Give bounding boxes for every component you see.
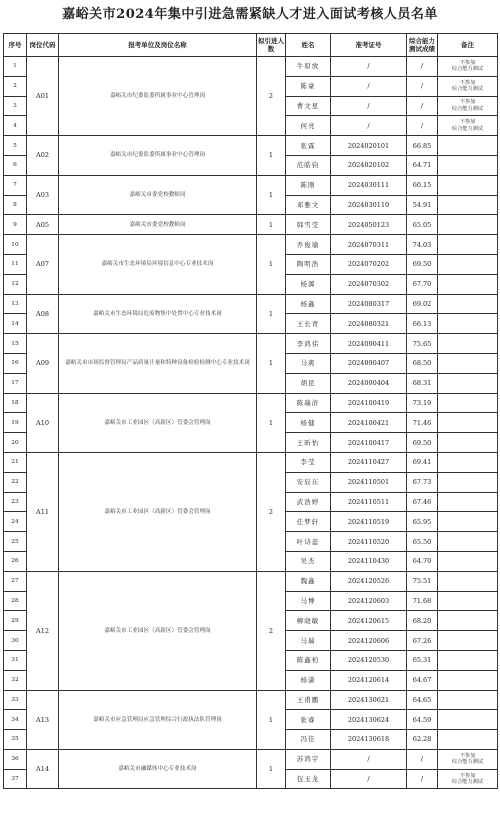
cell-name: 韩雪莹 [286,215,331,235]
cell-name: 范皓钧 [286,155,331,175]
cell-name: 包玉龙 [286,769,331,789]
cell-exam-no: / [331,116,407,136]
cell-seq: 4 [4,116,27,136]
table-row [4,235,498,255]
cell-note [438,690,498,710]
cell-name: 马博 [286,591,331,611]
cell-exam-no: 2024090407 [331,353,407,373]
cell-post-code: A12 [27,571,59,690]
cell-name: 冯佳 [286,730,331,750]
cell-note: 不参加 综合能力测试 [438,749,498,769]
cell-name: 叶诗蕊 [286,532,331,552]
cell-score: / [407,96,438,116]
cell-exam-no: 2024120526 [331,571,407,591]
cell-seq: 26 [4,551,27,571]
table-row [4,175,498,195]
cell-exam-no: 2024030110 [331,195,407,215]
cell-count: 1 [257,393,286,452]
cell-score: 69.50 [407,254,438,274]
cell-exam-no: 2024020101 [331,136,407,156]
cell-post-code: A13 [27,690,59,749]
cell-name: 魏鑫 [286,571,331,591]
cell-seq: 3 [4,96,27,116]
table-row [4,57,498,77]
cell-seq: 14 [4,314,27,334]
cell-exam-no: 2024130621 [331,690,407,710]
cell-score: 60.15 [407,175,438,195]
cell-score: 64.71 [407,155,438,175]
cell-note [438,433,498,453]
cell-name: 胡昆 [286,373,331,393]
cell-score: 68.31 [407,373,438,393]
cell-exam-no: 2024080321 [331,314,407,334]
cell-name: 邓雅文 [286,195,331,215]
cell-count: 1 [257,215,286,235]
cell-exam-no: / [331,96,407,116]
cell-exam-no: / [331,749,407,769]
cell-exam-no: 2024020102 [331,155,407,175]
candidate-table [3,33,498,789]
table-row [4,571,498,591]
cell-note: 不参加 综合能力测试 [438,116,498,136]
cell-exam-no: 2024070302 [331,274,407,294]
cell-note [438,413,498,433]
cell-exam-no: 2024120530 [331,650,407,670]
cell-seq: 29 [4,611,27,631]
cell-count: 1 [257,749,286,789]
cell-score: 65.31 [407,650,438,670]
cell-note [438,136,498,156]
cell-seq: 18 [4,393,27,413]
cell-exam-no: 2024130618 [331,730,407,750]
cell-name: 杨健 [286,413,331,433]
cell-seq: 24 [4,512,27,532]
cell-name: 杨潇 [286,670,331,690]
cell-seq: 5 [4,136,27,156]
cell-exam-no: 2024070311 [331,235,407,255]
cell-name: 柳晓敏 [286,611,331,631]
cell-score: 68.50 [407,353,438,373]
cell-seq: 16 [4,353,27,373]
header-unit: 报考单位及岗位名称 [59,34,257,57]
cell-seq: 7 [4,175,27,195]
cell-note [438,294,498,314]
cell-exam-no: / [331,76,407,96]
cell-note [438,393,498,413]
cell-note [438,591,498,611]
cell-seq: 25 [4,532,27,552]
cell-score: 68.20 [407,611,438,631]
cell-exam-no: 2024110511 [331,492,407,512]
cell-unit: 嘉峪关市纪委监委所属事业中心管理岗 [59,57,257,136]
cell-note [438,334,498,354]
cell-unit: 嘉峪关市市场监督管理局产品质量计量和特种设备检验检测中心专业技术岗 [59,334,257,393]
cell-note [438,472,498,492]
cell-count: 1 [257,175,286,215]
cell-seq: 37 [4,769,27,789]
cell-unit: 嘉峪关市工业园区（高新区）管委会管理岗 [59,452,257,571]
cell-unit: 嘉峪关市工业园区（高新区）管委会管理岗 [59,571,257,690]
cell-seq: 30 [4,631,27,651]
cell-exam-no: 2024070202 [331,254,407,274]
cell-score: 69.02 [407,294,438,314]
cell-exam-no: 2024100419 [331,393,407,413]
cell-name: 曹文星 [286,96,331,116]
cell-note [438,611,498,631]
cell-exam-no: 2024120615 [331,611,407,631]
cell-score: / [407,57,438,77]
cell-name: 王甫鹏 [286,690,331,710]
cell-score: / [407,749,438,769]
cell-count: 1 [257,235,286,294]
cell-score: 67.73 [407,472,438,492]
cell-exam-no: / [331,769,407,789]
cell-score: 64.67 [407,670,438,690]
cell-note [438,254,498,274]
cell-exam-no: 2024120603 [331,591,407,611]
cell-seq: 1 [4,57,27,77]
cell-note [438,353,498,373]
cell-exam-no: 2024110427 [331,452,407,472]
cell-unit: 嘉峪关市工业园区（高新区）管委会管理岗 [59,393,257,452]
cell-note [438,235,498,255]
cell-name: 苏鸿宇 [286,749,331,769]
cell-score: 75.51 [407,571,438,591]
cell-score: 65.95 [407,512,438,532]
cell-exam-no: 2024100421 [331,413,407,433]
cell-note [438,452,498,472]
cell-name: 张睿 [286,710,331,730]
cell-exam-no: / [331,57,407,77]
cell-seq: 6 [4,155,27,175]
cell-name: 马瑞 [286,631,331,651]
cell-name: 乔俊瑜 [286,235,331,255]
cell-score: 75.65 [407,334,438,354]
cell-name: 杨源 [286,274,331,294]
cell-score: 67.70 [407,274,438,294]
cell-seq: 17 [4,373,27,393]
cell-unit: 嘉峪关市生态环境局危废物集中处置中心专业技术岗 [59,294,257,334]
page-title: 嘉峪关市2024年集中引进急需紧缺人才进入面试考核人员名单 [62,7,438,22]
cell-seq: 8 [4,195,27,215]
cell-note [438,730,498,750]
cell-name: 陶明浩 [286,254,331,274]
cell-score: 65.50 [407,532,438,552]
table-row [4,690,498,710]
cell-post-code: A08 [27,294,59,334]
cell-name: 张霖 [286,136,331,156]
cell-count: 2 [257,452,286,571]
header-name: 姓名 [286,34,331,57]
cell-count: 1 [257,334,286,393]
cell-note [438,314,498,334]
cell-note [438,551,498,571]
cell-exam-no: 2024110519 [331,512,407,532]
cell-note [438,175,498,195]
header-seq: 序号 [4,34,27,57]
cell-note [438,215,498,235]
cell-seq: 13 [4,294,27,314]
cell-name: 牛原放 [286,57,331,77]
cell-seq: 2 [4,76,27,96]
table-body [4,57,498,789]
table-row [4,334,498,354]
cell-score: 74.03 [407,235,438,255]
cell-exam-no: 2024110520 [331,532,407,552]
cell-note [438,195,498,215]
cell-score: 66.13 [407,314,438,334]
header-row [4,34,498,57]
cell-count: 1 [257,690,286,749]
cell-post-code: A07 [27,235,59,294]
cell-note: 不参加 综合能力测试 [438,769,498,789]
cell-post-code: A01 [27,57,59,136]
header-note: 备注 [438,34,498,57]
cell-note [438,274,498,294]
cell-post-code: A11 [27,452,59,571]
cell-exam-no: 2024110501 [331,472,407,492]
cell-score: 64.59 [407,710,438,730]
cell-score: 54.91 [407,195,438,215]
cell-score: 71.46 [407,413,438,433]
cell-note [438,650,498,670]
table-row [4,215,498,235]
cell-score: 67.46 [407,492,438,512]
cell-count: 1 [257,136,286,176]
cell-note [438,155,498,175]
cell-note [438,631,498,651]
cell-name: 陈鑫柏 [286,650,331,670]
cell-post-code: A02 [27,136,59,176]
cell-name: 杨鑫 [286,294,331,314]
cell-count: 2 [257,57,286,136]
cell-seq: 35 [4,730,27,750]
cell-exam-no: 2024110430 [331,551,407,571]
cell-note [438,512,498,532]
cell-seq: 31 [4,650,27,670]
cell-score: 69.50 [407,433,438,453]
header-post-code: 岗位代码 [27,34,59,57]
cell-seq: 19 [4,413,27,433]
cell-exam-no: 2024120614 [331,670,407,690]
cell-exam-no: 2024100417 [331,433,407,453]
cell-note [438,710,498,730]
cell-name: 安辰东 [286,472,331,492]
cell-seq: 23 [4,492,27,512]
cell-note: 不参加 综合能力测试 [438,57,498,77]
cell-score: 66.85 [407,136,438,156]
cell-score: / [407,116,438,136]
cell-seq: 15 [4,334,27,354]
cell-seq: 11 [4,254,27,274]
cell-name: 李鸿伟 [286,334,331,354]
cell-score: 64.65 [407,690,438,710]
cell-count: 1 [257,294,286,334]
cell-score: 73.19 [407,393,438,413]
cell-seq: 10 [4,235,27,255]
header-count: 拟引进人数 [257,34,286,57]
cell-seq: 32 [4,670,27,690]
cell-note [438,670,498,690]
cell-name: 何亮 [286,116,331,136]
cell-unit: 嘉峪关市纪委监委所属事业中心管理岗 [59,136,257,176]
cell-name: 陈刚 [286,175,331,195]
cell-count: 2 [257,571,286,690]
cell-name: 武浩婷 [286,492,331,512]
cell-note [438,571,498,591]
cell-unit: 嘉峪关市委党校教师岗 [59,215,257,235]
cell-score: 64.70 [407,551,438,571]
cell-seq: 36 [4,749,27,769]
cell-seq: 33 [4,690,27,710]
cell-exam-no: 2024030111 [331,175,407,195]
cell-name: 吴杰 [286,551,331,571]
cell-name: 陈瑞浒 [286,393,331,413]
table-row [4,452,498,472]
header-score: 综合能力测试成绩 [407,34,438,57]
cell-note [438,532,498,552]
cell-unit: 嘉峪关市生态环境局环境信息中心专业技术岗 [59,235,257,294]
cell-score: / [407,76,438,96]
cell-exam-no: 2024130624 [331,710,407,730]
table-row [4,136,498,156]
cell-post-code: A09 [27,334,59,393]
cell-exam-no: 2024120606 [331,631,407,651]
cell-note: 不参加 综合能力测试 [438,76,498,96]
cell-post-code: A03 [27,175,59,215]
table-row [4,294,498,314]
cell-score: / [407,769,438,789]
table-row [4,749,498,769]
cell-unit: 嘉峪关市委党校教师岗 [59,175,257,215]
cell-note [438,492,498,512]
cell-name: 马爽 [286,353,331,373]
cell-post-code: A14 [27,749,59,789]
cell-seq: 22 [4,472,27,492]
cell-score: 67.26 [407,631,438,651]
cell-score: 69.41 [407,452,438,472]
cell-unit: 嘉峪关市融媒体中心专业技术岗 [59,749,257,789]
cell-unit: 嘉峪关市应急管理局应急管理综合行政执法队管理岗 [59,690,257,749]
cell-seq: 12 [4,274,27,294]
cell-seq: 28 [4,591,27,611]
cell-exam-no: 2024050123 [331,215,407,235]
cell-score: 71.68 [407,591,438,611]
cell-exam-no: 2024080317 [331,294,407,314]
cell-seq: 20 [4,433,27,453]
cell-post-code: A10 [27,393,59,452]
cell-name: 王昕怡 [286,433,331,453]
cell-name: 任梦轩 [286,512,331,532]
cell-name: 陈豪 [286,76,331,96]
cell-seq: 21 [4,452,27,472]
cell-note [438,373,498,393]
cell-name: 王长青 [286,314,331,334]
cell-post-code: A05 [27,215,59,235]
cell-score: 62.28 [407,730,438,750]
cell-seq: 34 [4,710,27,730]
header-exam-no: 准考证号 [331,34,407,57]
cell-note: 不参加 综合能力测试 [438,96,498,116]
table-row [4,393,498,413]
cell-exam-no: 2024090404 [331,373,407,393]
cell-seq: 9 [4,215,27,235]
cell-name: 李莹 [286,452,331,472]
cell-seq: 27 [4,571,27,591]
cell-exam-no: 2024090411 [331,334,407,354]
cell-score: 65.05 [407,215,438,235]
